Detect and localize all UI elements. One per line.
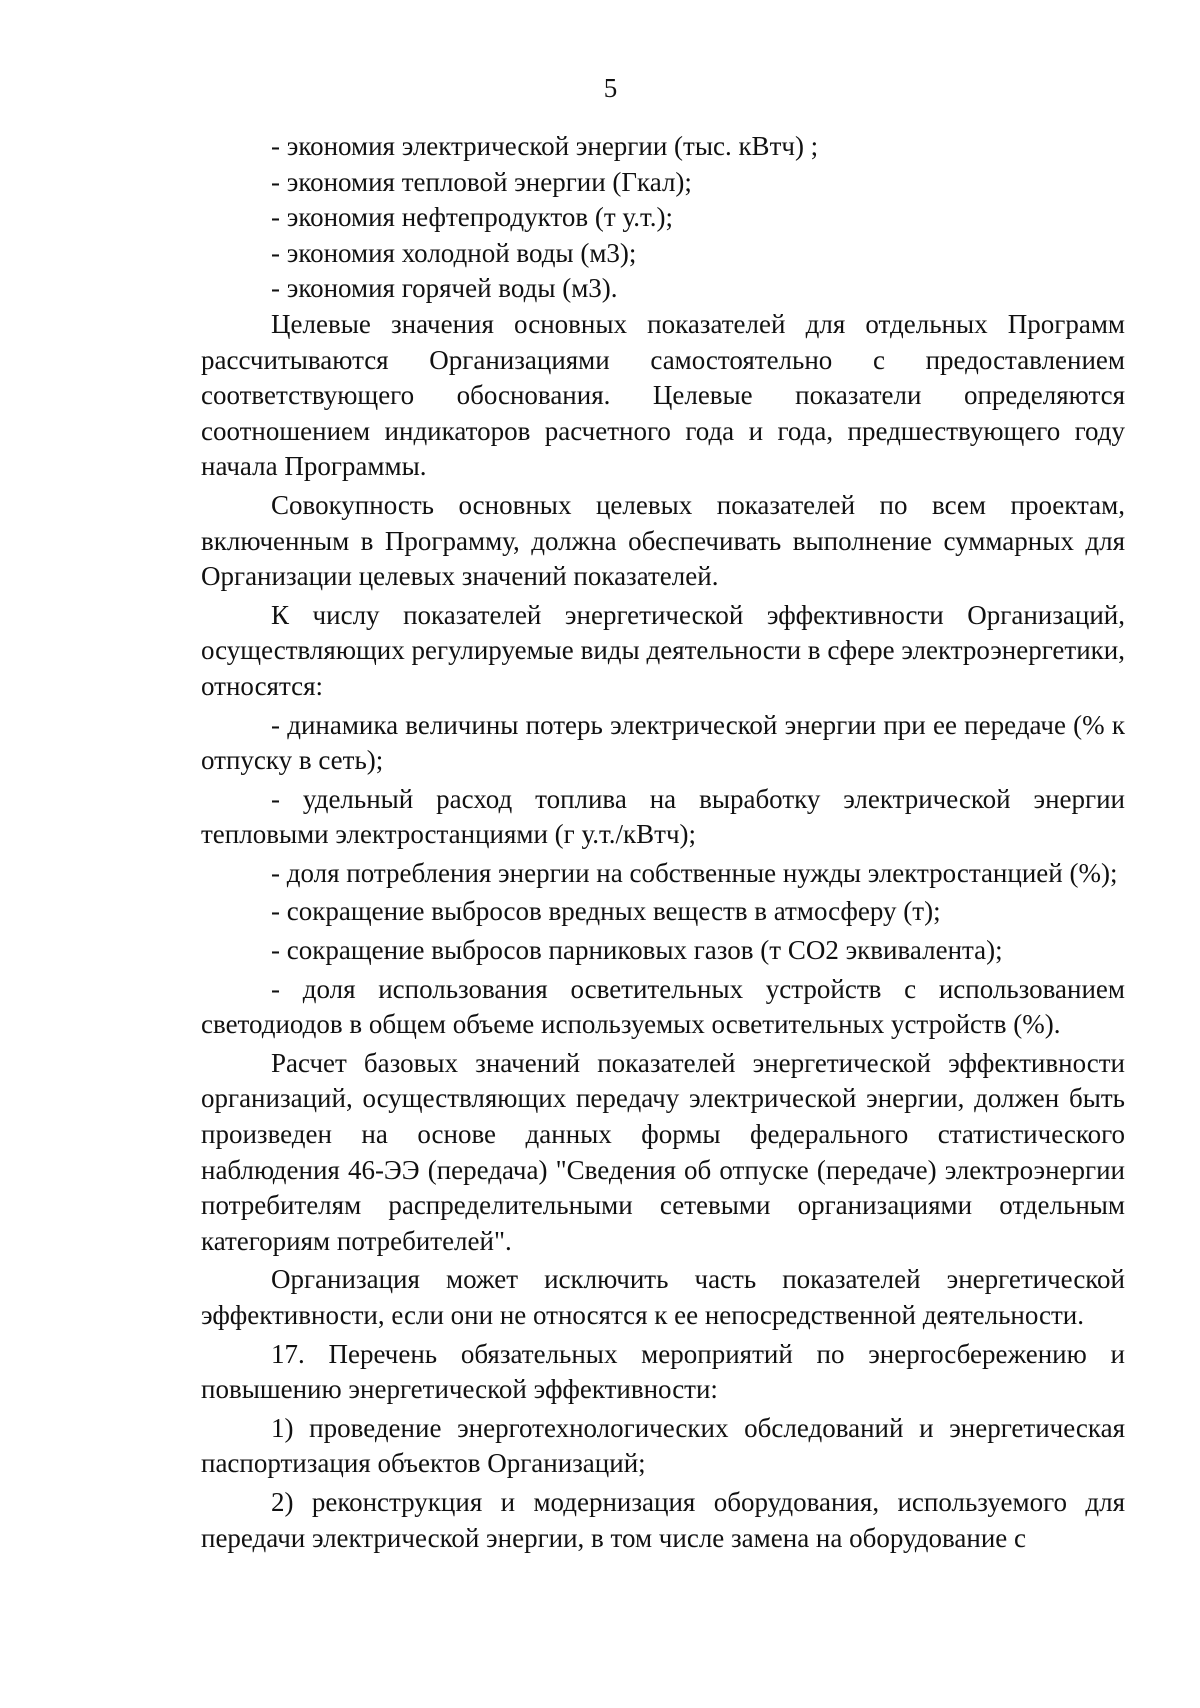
paragraph: Расчет базовых значений показателей энергетической эффективности организаций, осуществляющих передачу электрической энергии, должен быть произведен на основе данных формы федерального статистического наблюдения 46-ЭЭ (передача) "Сведения об отпуске (передаче) электроэнергии потребителям распределительными сетевыми организациями отдельным категориям потребителей". bbox=[201, 1047, 1125, 1256]
paragraph: К числу показателей энергетической эффективности Организаций, осуществляющих регулируемые виды деятельности в сфере электроэнергетики, относятся: bbox=[201, 599, 1125, 701]
list-item: - экономия электрической энергии (тыс. кВтч) ; bbox=[271, 131, 819, 161]
document-body bbox=[201, 129, 1125, 1556]
list-item: - доля потребления энергии на собственные нужды электростанцией (%); bbox=[271, 857, 1118, 888]
page-number: 5 bbox=[603, 73, 618, 103]
list-item: - динамика величины потерь электрической энергии при ее передаче (% к отпуску в сеть); bbox=[201, 709, 1125, 776]
list-item: - доля использования осветительных устройств с использованием светодиодов в общем объеме используемых осветительных устройств (%). bbox=[201, 973, 1125, 1040]
paragraph: Совокупность основных целевых показателей по всем проектам, включенным в Программу, должна обеспечивать выполнение суммарных для Организации целевых значений показателей. bbox=[201, 489, 1125, 592]
list-item: - экономия холодной воды (м3); bbox=[271, 237, 637, 268]
list-item: - экономия нефтепродуктов (т у.т.); bbox=[271, 202, 673, 233]
paragraph: Целевые значения основных показателей для отдельных Программ рассчитываются Организациями самостоятельно с предоставлением соответствующего обоснования. Целевые показатели определяются соотношением индикаторов расчетного года и года, предшествующего году начала Программы. bbox=[201, 308, 1125, 482]
list-item: - экономия тепловой энергии (Гкал); bbox=[271, 166, 692, 197]
list-item: 1) проведение энерготехнологических обследований и энергетическая паспортизация объектов Организаций; bbox=[201, 1412, 1125, 1479]
paragraph: 17. Перечень обязательных мероприятий по энергосбережению и повышению энергетической эффективности: bbox=[201, 1338, 1125, 1405]
list-item: - экономия горячей воды (м3). bbox=[271, 273, 618, 304]
list-item: - сокращение выбросов вредных веществ в атмосферу (т); bbox=[271, 896, 941, 927]
paragraph: Организация может исключить часть показателей энергетической эффективности, если они не относятся к ее непосредственной деятельности. bbox=[201, 1264, 1125, 1330]
list-item: 2) реконструкция и модернизация оборудования, используемого для передачи электрической энергии, в том числе замена на оборудование с bbox=[201, 1486, 1125, 1553]
list-item: - удельный расход топлива на выработку электрической энергии тепловыми электростанциями (г у.т./кВтч); bbox=[201, 783, 1125, 850]
list-item: - сокращение выбросов парниковых газов (т СО2 эквивалента); bbox=[271, 935, 1003, 966]
